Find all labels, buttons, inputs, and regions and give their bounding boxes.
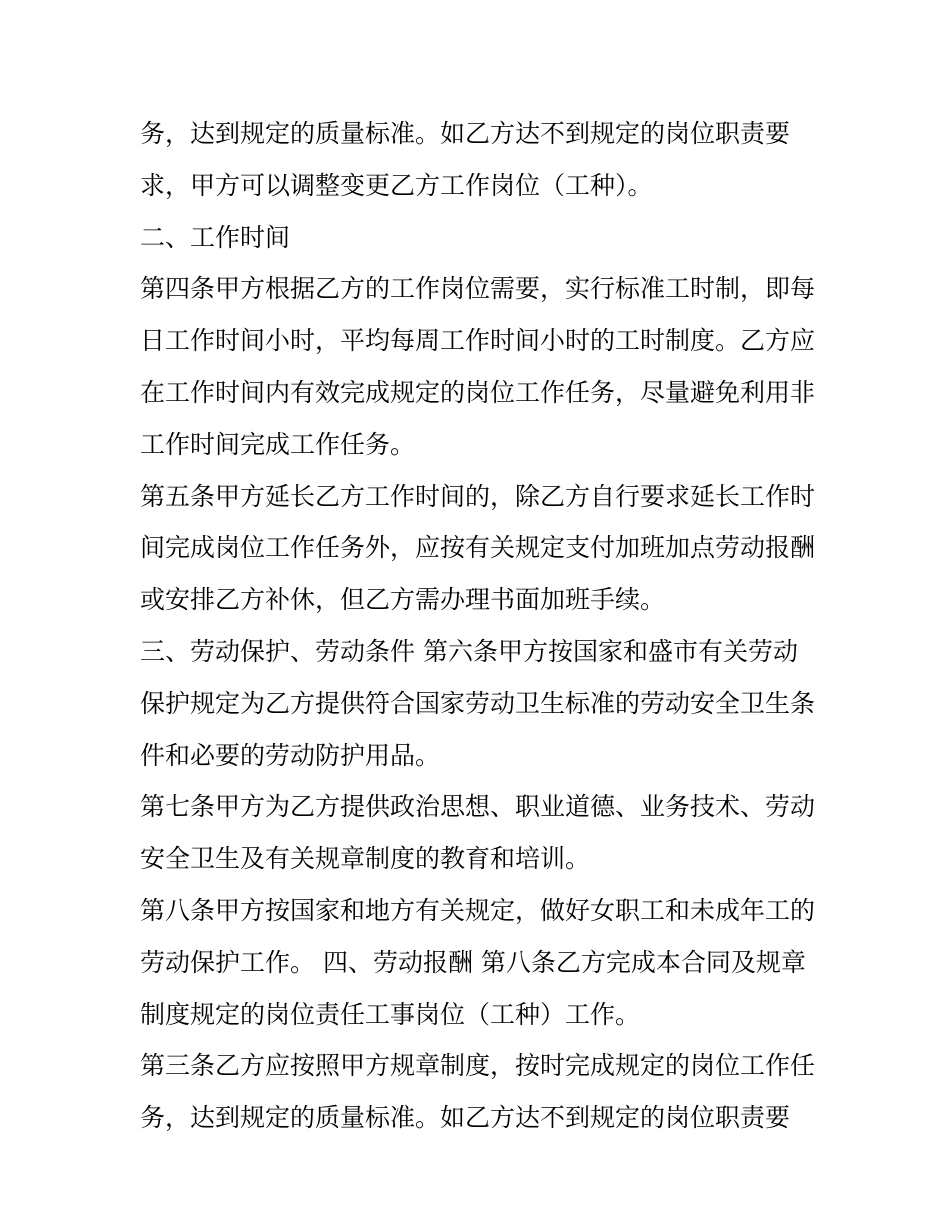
text-line-19: 第三条乙方应按照甲方规章制度，按时完成规定的岗位工作任 — [140, 1051, 816, 1081]
text-line-18: 制度规定的岗位责任工事岗位（工种）工作。 — [140, 999, 641, 1029]
section-heading-work-time: 二、工作时间 — [140, 222, 291, 252]
text-line-5: 日工作时间小时，平均每周工作时间小时的工时制度。乙方应 — [140, 326, 816, 356]
text-line-2: 求，甲方可以调整变更乙方工作岗位（工种）。 — [140, 170, 653, 200]
text-line-4: 第四条甲方根据乙方的工作岗位需要，实行标准工时制，即每 — [140, 274, 816, 304]
text-line-1: 务，达到规定的质量标准。如乙方达不到规定的岗位职责要 — [140, 119, 791, 148]
text-line-17: 劳动保护工作。 四、劳动报酬 第八条乙方完成本合同及规章 — [140, 947, 806, 977]
text-line-13: 件和必要的劳动防护用品。 — [140, 740, 441, 770]
text-line-11: 三、劳动保护、劳动条件 第六条甲方按国家和盛市有关劳动 — [140, 636, 798, 666]
text-line-14: 第七条甲方为乙方提供政治思想、职业道德、业务技术、劳动 — [140, 792, 816, 822]
text-line-15: 安全卫生及有关规章制度的教育和培训。 — [140, 844, 591, 874]
text-line-9: 间完成岗位工作任务外，应按有关规定支付加班加点劳动报酬 — [140, 533, 816, 563]
text-line-7: 工作时间完成工作任务。 — [140, 429, 416, 459]
text-line-16: 第八条甲方按国家和地方有关规定，做好女职工和未成年工的 — [140, 895, 816, 925]
text-line-12: 保护规定为乙方提供符合国家劳动卫生标准的劳动安全卫生条 — [140, 688, 816, 718]
text-line-8: 第五条甲方延长乙方工作时间的，除乙方自行要求延长工作时 — [140, 481, 816, 511]
text-line-20: 务，达到规定的质量标准。如乙方达不到规定的岗位职责要 — [140, 1103, 791, 1133]
document-body — [140, 108, 820, 1144]
text-line-6: 在工作时间内有效完成规定的岗位工作任务，尽量避免利用非 — [140, 377, 816, 407]
text-line-10: 或安排乙方补休，但乙方需办理书面加班手续。 — [140, 585, 666, 615]
